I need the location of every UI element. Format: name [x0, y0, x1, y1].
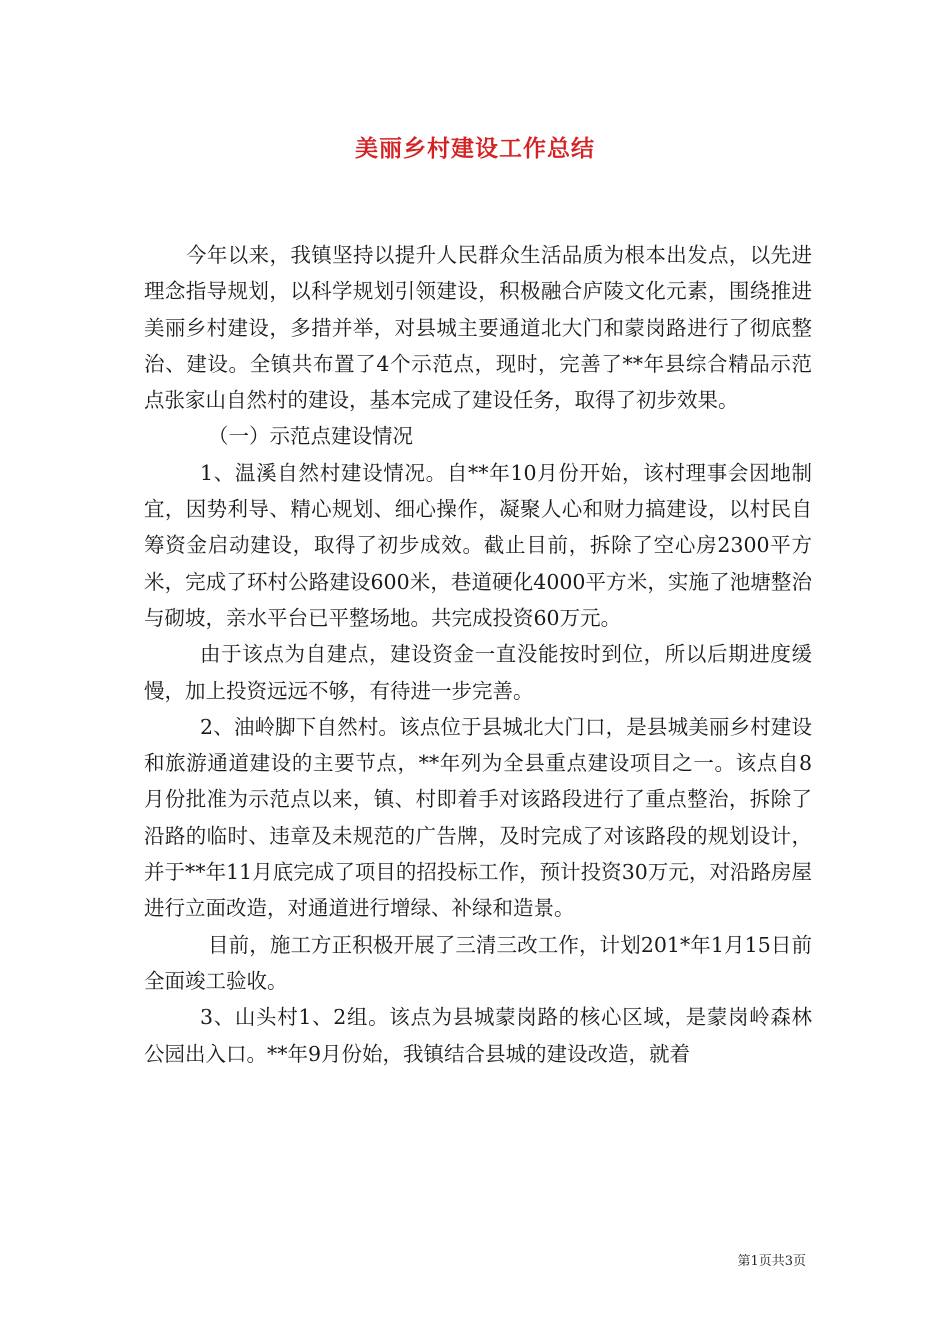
document-body — [144, 237, 812, 1072]
section-heading: （一）示范点建设情况 — [208, 424, 413, 449]
intro-paragraph: 今年以来，我镇坚持以提升人民群众生活品质为根本出发点，以先进理念指导规划，以科学规划引领建设，积极融合庐陵文化元素，围绕推进美丽乡村建设，多措并举，对县城主要通道北大门和蒙岗路进行了彻底整治、建设。全镇共布置了4个示范点，现时，完善了**年县综合精品示范点张家山自然村的建设，基本完成了建设任务，取得了初步效果。 — [144, 243, 812, 413]
item-1-paragraph: 1、温溪自然村建设情况。自**年10月份开始，该村理事会因地制宜，因势利导、精心规划、细心操作，凝聚人心和财力搞建设，以村民自筹资金启动建设，取得了初步成效。截止目前，拆除了空心房2300平方米，完成了环村公路建设600米，巷道硬化4000平方米，实施了池塘整治与砌坡，亲水平台已平整场地。共完成投资60万元。 — [144, 460, 812, 630]
item-3-paragraph: 3、山头村1、2组。该点为县城蒙岗路的核心区域，是蒙岗岭森林公园出入口。**年9月份始，我镇结合县城的建设改造，就着 — [144, 1005, 812, 1066]
page-number: 第1页共3页 — [737, 1254, 806, 1269]
item-2-note-paragraph: 目前，施工方正积极开展了三清三改工作，计划201*年1月15日前全面竣工验收。 — [144, 932, 812, 993]
document-title: 美丽乡村建设工作总结 — [355, 135, 595, 162]
item-2-paragraph: 2、油岭脚下自然村。该点位于县城北大门口，是县城美丽乡村建设和旅游通道建设的主要节点，**年列为全县重点建设项目之一。该点自8月份批准为示范点以来，镇、村即着手对该路段进行了重点整治，拆除了沿路的临时、违章及未规范的广告牌，及时完成了对该路段的规划设计，并于**年11月底完成了项目的招投标工作，预计投资30万元，对沿路房屋进行立面改造，对通道进行增绿、补绿和造景。 — [144, 714, 812, 921]
item-1-note-paragraph: 由于该点为自建点，建设资金一直没能按时到位，所以后期进度缓慢，加上投资远远不够，有待进一步完善。 — [144, 642, 812, 703]
